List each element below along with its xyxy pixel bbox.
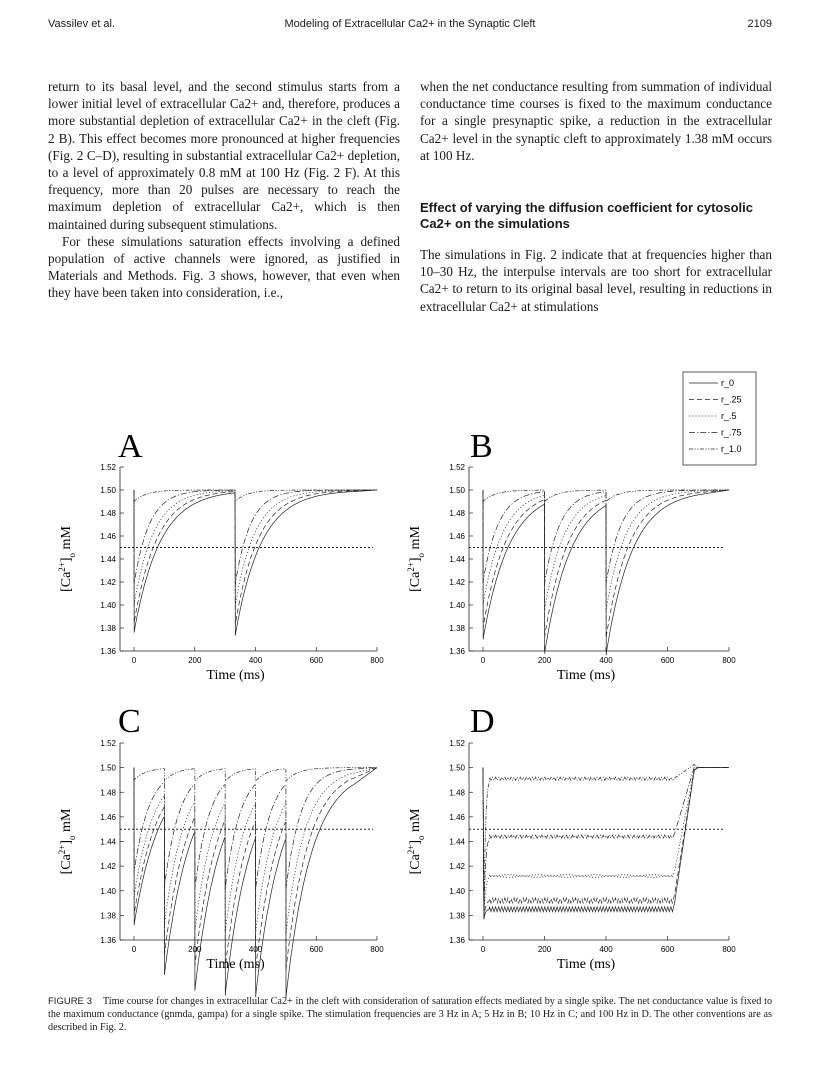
- y-tick-label: 1.42: [449, 578, 465, 587]
- y-tick-label: 1.50: [449, 763, 465, 773]
- x-tick-label: 200: [188, 656, 202, 665]
- panel-B: [406, 428, 736, 683]
- x-tick-label: 0: [131, 945, 137, 954]
- y-tick-label: 1.42: [100, 578, 116, 587]
- x-tick-label: 400: [248, 945, 263, 954]
- x-tick-label: 0: [480, 656, 486, 665]
- legend-label: r_1.0: [721, 444, 742, 454]
- legend-label: r_.5: [721, 411, 737, 421]
- figure-caption: [48, 995, 772, 1035]
- y-tick-label: 1.36: [100, 647, 116, 656]
- legend-box: [683, 372, 756, 465]
- y-tick-label: 1.42: [100, 862, 116, 872]
- series-r_.75: [134, 490, 377, 584]
- y-tick-label: 1.48: [449, 788, 465, 798]
- panel-letter: D: [470, 703, 495, 740]
- x-tick-label: 200: [537, 945, 552, 954]
- series-r_1.0: [483, 765, 729, 920]
- x-tick-label: 600: [660, 945, 675, 954]
- x-tick-label: 200: [188, 945, 202, 954]
- x-tick-label: 600: [309, 656, 323, 665]
- y-tick-label: 1.44: [449, 555, 465, 564]
- caption-label: FIGURE 3: [48, 996, 93, 1007]
- y-axis-label: $[Ca^{2+}]_o$ mM: [57, 808, 77, 875]
- x-tick-label: 400: [599, 656, 613, 665]
- panel-letter: C: [118, 703, 141, 740]
- x-tick-label: 600: [309, 945, 323, 954]
- section-heading: Effect of varying the diffusion coefficient for cytosolic Ca2+ on the simulations: [420, 200, 753, 232]
- y-tick-label: 1.50: [449, 486, 465, 495]
- y-axis-label: $[Ca^{2+}]_o$ mM: [406, 526, 426, 592]
- y-tick-label: 1.38: [100, 624, 116, 633]
- series-r_.25: [134, 490, 377, 625]
- series-r_0: [134, 490, 377, 636]
- x-tick-label: 800: [722, 945, 736, 954]
- x-tick-label: 800: [370, 656, 384, 665]
- y-tick-label: 1.44: [100, 555, 116, 564]
- x-tick-label: 400: [248, 656, 263, 665]
- legend: [683, 372, 756, 465]
- x-axis-label: Time (ms): [206, 957, 265, 972]
- x-tick-label: 200: [537, 656, 552, 665]
- y-tick-label: 1.38: [449, 624, 465, 633]
- y-tick-label: 1.48: [100, 788, 116, 798]
- y-tick-label: 1.50: [100, 763, 116, 773]
- y-tick-label: 1.44: [449, 837, 465, 847]
- series-r_.5: [483, 768, 729, 920]
- x-axis-label: Time (ms): [206, 668, 265, 683]
- header-author: Vassilev et al.: [48, 18, 116, 30]
- x-tick-label: 0: [131, 656, 137, 665]
- x-tick-label: 800: [370, 945, 384, 954]
- y-tick-label: 1.42: [449, 862, 465, 872]
- right-paragraph-2: The simulations in Fig. 2 indicate that at frequencies higher than 10–30 Hz, the interpulse intervals are too short for extracellular Ca2+ to return to its original basal level, resulting in reductions in extracellular Ca2+ at stimulations: [420, 247, 772, 314]
- x-tick-label: 600: [660, 656, 675, 665]
- y-tick-label: 1.46: [449, 532, 465, 541]
- x-tick-label: 400: [599, 945, 613, 954]
- panel-D: [406, 703, 736, 972]
- panel-letter: B: [470, 428, 493, 465]
- y-tick-label: 1.50: [100, 486, 116, 495]
- left-paragraph-1: return to its basal level, and the second stimulus starts from a lower initial level of extracellular Ca2+ and, therefore, produces a more substantial depletion of extracellular Ca2+ in the cleft (Fig. 2 B). This effect becomes more pronounced at higher frequencies (Fig. 2 C–D), resulting in substantial extracellular Ca2+ depletion, to a level of approximately 0.8 mM at 100 Hz (Fig. 2 F). At this frequency, more than 20 pulses are necessary to reach the maximum depletion of extracellular Ca2+, which is then maintained during subsequent stimulations.: [48, 79, 400, 232]
- y-tick-label: 1.40: [100, 601, 116, 610]
- y-tick-label: 1.46: [100, 532, 116, 541]
- left-paragraph-2: For these simulations saturation effects involving a defined population of active channels were ignored, as justified in Materials and Methods. Fig. 3 shows, however, that even when they have been taken into consideration, i.e.,: [48, 233, 400, 301]
- series-r_.25: [483, 768, 729, 920]
- y-tick-label: 1.36: [449, 936, 465, 945]
- y-tick-label: 1.46: [449, 812, 465, 822]
- y-tick-label: 1.52: [449, 739, 465, 748]
- y-tick-label: 1.36: [449, 647, 465, 656]
- y-tick-label: 1.48: [100, 509, 116, 518]
- series-r_.75: [483, 767, 729, 919]
- x-tick-label: 800: [722, 656, 736, 665]
- legend-label: r_.75: [721, 427, 742, 438]
- y-tick-label: 1.52: [449, 463, 465, 472]
- header-running-title: Modeling of Extracellular Ca2+ in the Synaptic Cleft: [284, 18, 536, 30]
- series-r_1.0: [134, 768, 377, 782]
- right-paragraph-1: when the net conductance resulting from summation of individual conductance time courses is fixed to the maximum conductance for a single presynaptic spike, a reduction in the extracellular Ca2+ level in the synaptic cleft to approximately 1.38 mM occurs at 100 Hz.: [420, 79, 772, 163]
- y-tick-label: 1.40: [449, 886, 465, 896]
- y-tick-label: 1.52: [100, 739, 116, 748]
- legend-label: r_0: [721, 378, 735, 388]
- y-tick-label: 1.36: [100, 936, 116, 945]
- header-page-number: 2109: [747, 18, 772, 30]
- x-tick-label: 0: [480, 945, 486, 954]
- y-tick-label: 1.40: [100, 886, 116, 896]
- panel-C: [57, 703, 384, 998]
- y-tick-label: 1.38: [100, 911, 116, 921]
- x-axis-label: Time (ms): [556, 957, 616, 972]
- x-axis-label: Time (ms): [556, 668, 616, 683]
- y-tick-label: 1.48: [449, 509, 465, 518]
- y-axis-label: $[Ca^{2+}]_o$ mM: [57, 526, 77, 592]
- series-r_1.0: [134, 490, 377, 502]
- legend-label: r_.25: [721, 394, 742, 405]
- panel-A: [57, 428, 384, 683]
- y-tick-label: 1.38: [449, 911, 465, 921]
- y-tick-label: 1.44: [100, 837, 116, 847]
- y-axis-label: $[Ca^{2+}]_o$ mM: [406, 808, 426, 875]
- series-r_0: [483, 768, 729, 920]
- series-r_1.0: [483, 490, 729, 502]
- y-tick-label: 1.40: [449, 601, 465, 610]
- caption-text: Time course for changes in extracellular Ca2+ in the cleft with consideration of saturation effects mediated by a single spike. The net conductance value is fixed to the maximum conductance (gnmda, gampa) for a single spike. The stimulation frequencies are 3 Hz in A; 5 Hz in B; 10 Hz in C; and 100 Hz in D. The other conventions are as described in Fig. 2.: [48, 996, 773, 1034]
- y-tick-label: 1.46: [100, 812, 116, 822]
- panel-letter: A: [118, 428, 143, 465]
- y-tick-label: 1.52: [100, 463, 116, 472]
